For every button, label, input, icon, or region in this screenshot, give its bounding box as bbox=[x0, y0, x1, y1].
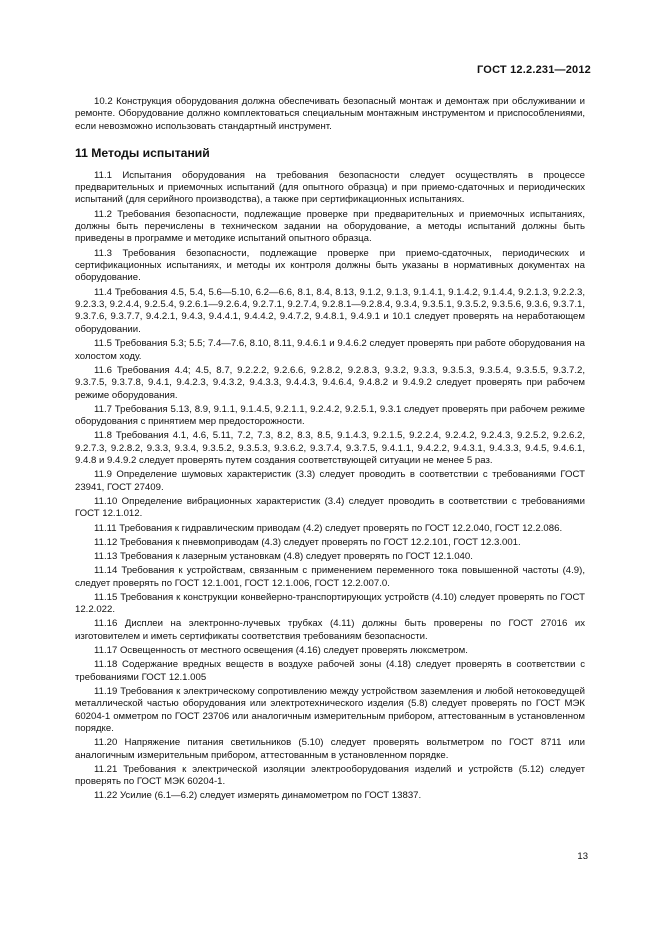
paragraph: 11.10 Определение вибрационных характеристик (3.4) следует проводить в соответствии с требованиями ГОСТ 12.1.012. bbox=[75, 495, 585, 520]
paragraph: 11.16 Дисплеи на электронно-лучевых трубках (4.11) должны быть проверены по ГОСТ 27016 их изготовителем и иметь сертификаты соответствия требованиям безопасности. bbox=[75, 618, 585, 642]
paragraph: 11.4 Требования 4.5, 5.4, 5.6—5.10, 6.2—6.6, 8.1, 8.4, 8.13, 9.1.2, 9.1.3, 9.1.4.1, 9.1.4.2, 9.1.4.4, 9.2.1.3, 9.2.2.3, 9.2.3.3, 9.2.4.4, 9.2.5.4, 9.2.6.1—9.2.6.4, 9.2.7.1, 9.2.7.4, 9.2.8.1—9.2.8.4, 9.3.4, 9.3.5.1, 9.3.5.2, 9.3.5.6, 9.3.6, 9.3.7.1, 9.3.7.6, 9.3.7.7, 9.4.2.1, 9.4.3, 9.4.4.1, 9.4.4.2, 9.4.7.2, 9.4.8.1, 9.4.9.1 и 10.1 следует проверять на неработающем оборудовании. bbox=[75, 286, 585, 335]
paragraph: 11.12 Требования к пневмоприводам (4.3) следует проверять по ГОСТ 12.2.101, ГОСТ 12.3.001. bbox=[94, 536, 521, 548]
paragraph: 11.5 Требования 5.3; 5.5; 7.4—7.6, 8.10, 8.11, 9.4.6.1 и 9.4.6.2 следует проверять при работе оборудования на холостом ходу. bbox=[75, 338, 585, 362]
document-code-header: ГОСТ 12.2.231—2012 bbox=[477, 64, 591, 76]
paragraph: 10.2 Конструкция оборудования должна обеспечивать безопасный монтаж и демонтаж при обслуживании и ремонте. Оборудование должно комплектоваться специальным монтажным инструментом и приспособлениями, если невозможно использовать стандартный инструмент. bbox=[75, 96, 585, 132]
paragraph: 11.13 Требования к лазерным установкам (4.8) следует проверять по ГОСТ 12.1.040. bbox=[94, 550, 473, 562]
paragraph: 11.14 Требования к устройствам, связанным с применением переменного тока повышенной частоты (4.9), следует проверять по ГОСТ 12.1.001, ГОСТ 12.1.006, ГОСТ 12.2.007.0. bbox=[75, 565, 585, 589]
paragraph: 11.6 Требования 4.4; 4.5, 8.7, 9.2.2.2, 9.2.6.6, 9.2.8.2, 9.2.8.3, 9.3.2, 9.3.3, 9.3.5.3, 9.3.5.4, 9.3.5.5, 9.3.7.2, 9.3.7.5, 9.3.7.8, 9.4.1, 9.4.2.3, 9.4.3.2, 9.4.3.3, 9.4.4.3, 9.4.6.4, 9.4.8.2 и 9.4.9.2 следует проверять при рабочем режиме оборудования. bbox=[75, 364, 585, 401]
section-heading: 11 Методы испытаний bbox=[75, 146, 210, 161]
paragraph: 11.1 Испытания оборудования на требования безопасности следует осуществлять в процессе предварительных и приемочных испытаний (для опытного образца) и при приемо-сдаточных и периодических испытаний (для серийного производства), а также при сертификационных испытаниях. bbox=[75, 169, 585, 206]
paragraph: 11.7 Требования 5.13, 8.9, 9.1.1, 9.1.4.5, 9.2.1.1, 9.2.4.2, 9.2.5.1, 9.3.1 следует проверять при рабочем режиме оборудования с принятием мер предосторожности. bbox=[75, 403, 585, 428]
paragraph: 11.22 Усилие (6.1—6.2) следует измерять динамометром по ГОСТ 13837. bbox=[94, 790, 422, 802]
paragraph: 11.21 Требования к электрической изоляции электрооборудования изделий и устройств (5.12) следует проверять по ГОСТ МЭК 60204-1. bbox=[75, 763, 585, 788]
paragraph: 11.15 Требования к конструкции конвейерно-транспортирующих устройств (4.10) следует проверять по ГОСТ 12.2.022. bbox=[75, 591, 585, 616]
paragraph: 11.17 Освещенность от местного освещения (4.16) следует проверять люксметром. bbox=[94, 645, 468, 656]
paragraph: 11.8 Требования 4.1, 4.6, 5.11, 7.2, 7.3, 8.2, 8.3, 8.5, 9.1.4.3, 9.2.1.5, 9.2.2.4, 9.2.4.2, 9.2.4.3, 9.2.5.2, 9.2.6.2, 9.2.7.3, 9.2.8.2, 9.3.3, 9.3.4, 9.3.5.2, 9.3.5.3, 9.3.6.2, 9.3.7.4, 9.3.7.5, 9.4.1.1, 9.4.2.2, 9.4.3.1, 9.4.3.3, 9.4.5, 9.4.6.1, 9.4.8 и 9.4.9.2 следует проверять путем создания соответствующей ситуации не менее 5 раз. bbox=[75, 430, 585, 467]
paragraph: 11.9 Определение шумовых характеристик (3.3) следует проводить в соответствии с требованиями ГОСТ 23941, ГОСТ 27409. bbox=[75, 469, 585, 493]
page-number: 13 bbox=[577, 851, 588, 862]
section-paragraphs bbox=[75, 170, 585, 803]
paragraph: 11.20 Напряжение питания светильников (5.10) следует проверять вольтметром по ГОСТ 8711 или аналогичным измерительным прибором, аттестованным в установленном порядке. bbox=[75, 737, 585, 761]
paragraph: 11.11 Требования к гидравлическим приводам (4.2) следует проверять по ГОСТ 12.2.040, ГОСТ 12.2.086. bbox=[94, 522, 563, 534]
document-body bbox=[75, 96, 585, 805]
paragraph: 11.18 Содержание вредных веществ в воздухе рабочей зоны (4.18) следует проверять в соответствии с требованиями ГОСТ 12.1.005 bbox=[75, 659, 585, 683]
pre-section-paragraphs bbox=[75, 96, 585, 133]
paragraph: 11.19 Требования к электрическому сопротивлению между устройством заземления и любой нетоковедущей металлической частью оборудования или электротехнического изделия (5.8) следует проверять по ГОСТ МЭК 60204-1 омметром по ГОСТ 23706 или аналогичным измерительным прибором, аттестованным в установленном порядке. bbox=[75, 685, 585, 735]
paragraph: 11.2 Требования безопасности, подлежащие проверке при предварительных и приемочных испытаниях, должны быть перечислены в техническом задании на оборудование, а методы испытаний должны быть приведены в программе и методике испытаний опытного образца. bbox=[75, 208, 585, 245]
paragraph: 11.3 Требования безопасности, подлежащие проверке при приемо-сдаточных, периодических и сертификационных испытаниях, и методы их контроля должны быть указаны в нормативных документах на оборудование. bbox=[75, 247, 585, 284]
